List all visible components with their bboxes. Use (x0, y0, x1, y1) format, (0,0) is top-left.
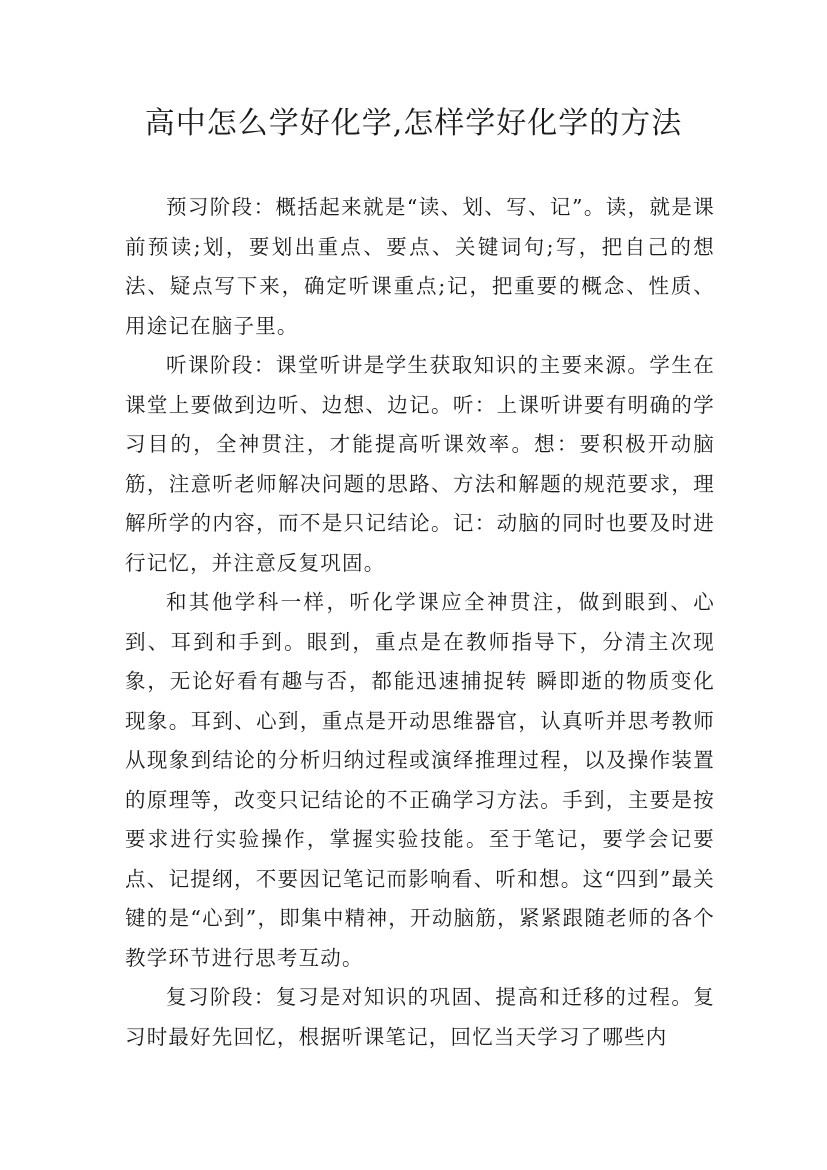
document-body (125, 188, 715, 1057)
document-title: 高中怎么学好化学,怎样学好化学的方法 (144, 106, 683, 141)
paragraph-preview-stage: 预习阶段：概括起来就是“读、划、写、记”。读，就是课前预读;划，要划出重点、要点、关键词句;写，把自己的想法、疑点写下来，确定听课重点;记，把重要的概念、性质、用途记在脑子里。 (125, 195, 715, 338)
paragraph-four-attentions: 和其他学科一样，听化学课应全神贯注，做到眼到、心到、耳到和手到。眼到，重点是在教师指导下，分清主次现象，无论好看有趣与否，都能迅速捕捉转 瞬即逝的物质变化现象。耳到、心到，重点是开动思维器官，认真听并思考教师从现象到结论的分析归纳过程或演绎推理过程，以及操作装置的原理等，改变只记结论的不正确学习方法。手到，主要是按要求进行实验操作，掌握实验技能。至于笔记，要学会记要点、记提纲，不要因记笔记而影响看、听和想。这“四到”最关键的是“心到”，即集中精神，开动脑筋，紧紧跟随老师的各个教学环节进行思考互动。 (125, 590, 715, 970)
paragraph-lecture-stage: 听课阶段：课堂听讲是学生获取知识的主要来源。学生在课堂上要做到边听、边想、边记。听：上课听讲要有明确的学习目的，全神贯注，才能提高听课效率。想：要积极开动脑筋，注意听老师解决问题的思路、方法和解题的规范要求，理解所学的内容，而不是只记结论。记：动脑的同时也要及时进行记忆，并注意反复巩固。 (125, 353, 715, 575)
paragraph-review-stage: 复习阶段：复习是对知识的巩固、提高和迁移的过程。复习时最好先回忆，根据听课笔记，回忆当天学习了哪些内 (125, 985, 715, 1049)
